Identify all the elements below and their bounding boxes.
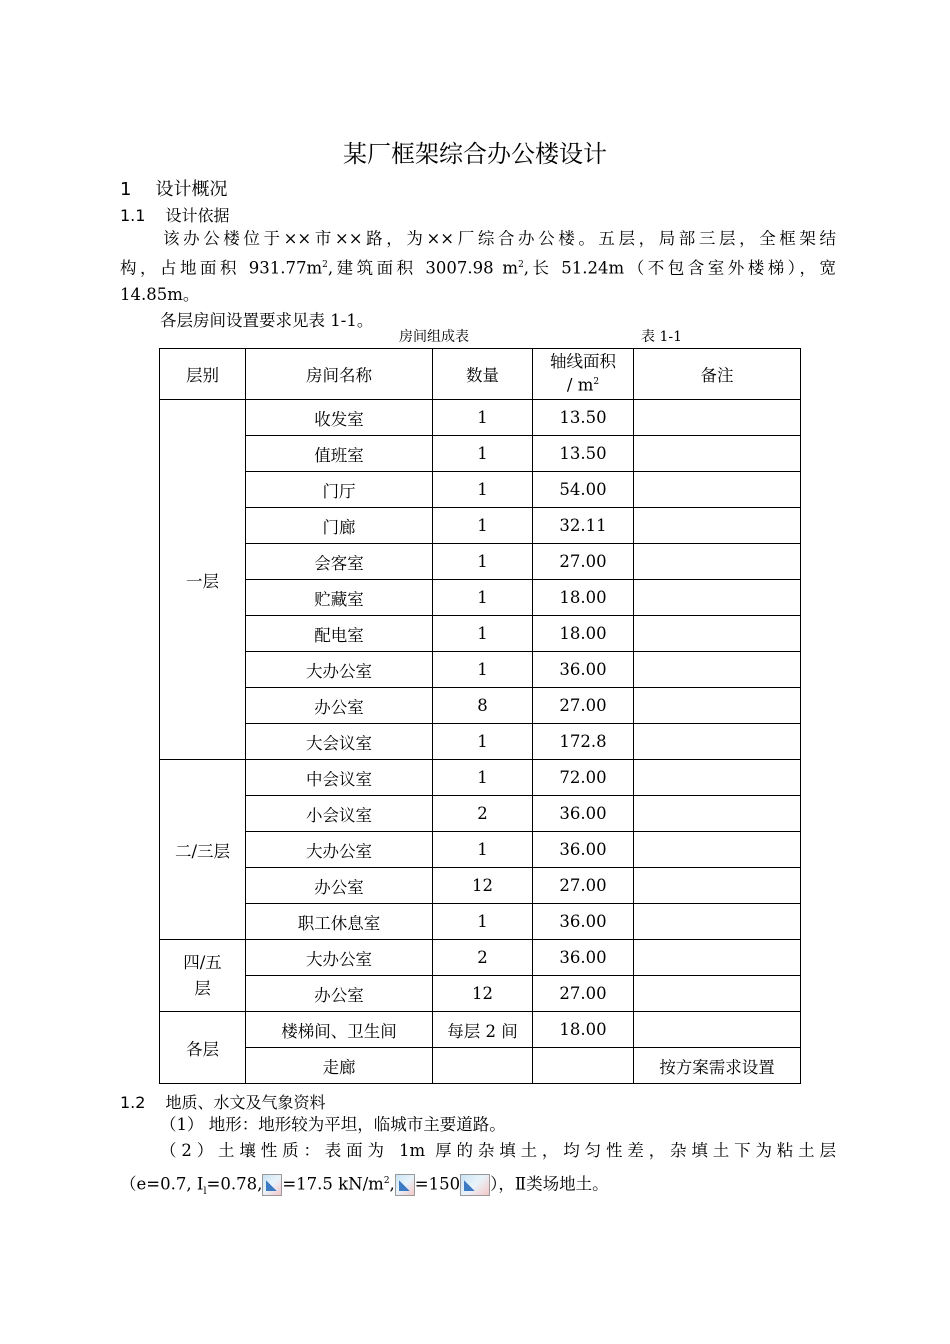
room-cell: 收发室: [246, 400, 433, 436]
table-row: [160, 1048, 801, 1084]
text-run: 构，占地面积 931.77m: [120, 258, 323, 278]
area-cell: 27.00: [533, 868, 634, 904]
table-row: [160, 688, 801, 724]
qty-cell: 1: [433, 760, 533, 796]
floor-cell: 各层: [160, 1012, 246, 1084]
qty-cell: 1: [433, 832, 533, 868]
text-run: ,建筑面积 3007.98 m: [327, 258, 519, 278]
qty-cell: 1: [433, 724, 533, 760]
table-row: [160, 400, 801, 436]
room-cell: 大办公室: [246, 940, 433, 976]
remark-cell: [634, 904, 801, 940]
paragraph-line: 该办公楼位于××市××路，为××厂综合办公楼。五层，局部三层，全框架结: [163, 229, 836, 248]
area-cell: 36.00: [533, 940, 634, 976]
area-cell: 36.00: [533, 904, 634, 940]
remark-cell: [634, 436, 801, 472]
qty-cell: 1: [433, 580, 533, 616]
design-basis-paragraph: [120, 226, 836, 334]
remark-cell: [634, 580, 801, 616]
remark-cell: 按方案需求设置: [634, 1048, 801, 1084]
room-cell: 门厅: [246, 472, 433, 508]
remark-cell: [634, 832, 801, 868]
text-run: ,: [389, 1174, 395, 1194]
section-number: 1.2: [120, 1093, 146, 1112]
section-number: 1: [120, 179, 132, 200]
paragraph-line: 各层房间设置要求见表 1-1。: [160, 310, 374, 330]
remark-cell: [634, 544, 801, 580]
area-cell: 172.8: [533, 724, 634, 760]
remark-cell: [634, 868, 801, 904]
qty-cell: 1: [433, 508, 533, 544]
room-cell: 配电室: [246, 616, 433, 652]
qty-cell: 1: [433, 400, 533, 436]
paragraph-line: （1） 地形：地形较为平坦，临城市主要道路。: [160, 1115, 506, 1134]
superscript: 2: [383, 1176, 390, 1186]
header-text: [533, 372, 633, 396]
remark-cell: [634, 760, 801, 796]
section-number: 1.1: [120, 206, 146, 225]
remark-cell: [634, 976, 801, 1012]
qty-cell: 每层 2 间: [433, 1012, 533, 1048]
area-cell: 18.00: [533, 616, 634, 652]
room-cell: 门廊: [246, 508, 433, 544]
text-run: =150: [414, 1174, 461, 1194]
room-cell: 走廊: [246, 1048, 433, 1084]
header-quantity: 数量: [433, 349, 533, 400]
table-row: [160, 544, 801, 580]
table-row: [160, 796, 801, 832]
qty-cell: 12: [433, 868, 533, 904]
table-row: [160, 868, 801, 904]
table-row: [160, 472, 801, 508]
area-cell: 36.00: [533, 652, 634, 688]
area-cell: 18.00: [533, 1012, 634, 1048]
qty-cell: 2: [433, 796, 533, 832]
geology-paragraph: [120, 1112, 836, 1209]
remark-cell: [634, 796, 801, 832]
section-1-1-heading: [120, 203, 229, 226]
room-cell: 值班室: [246, 436, 433, 472]
room-cell: 办公室: [246, 976, 433, 1012]
unit-symbol-image-icon: [460, 1174, 490, 1196]
table-header-row: [160, 349, 801, 400]
room-cell: 办公室: [246, 688, 433, 724]
room-cell: 大办公室: [246, 832, 433, 868]
room-cell: 大会议室: [246, 724, 433, 760]
table-caption: 房间组成表: [399, 329, 469, 345]
area-cell: 27.00: [533, 544, 634, 580]
text-run: （e=0.7, I: [120, 1174, 204, 1194]
table-row: [160, 724, 801, 760]
header-axis-area: [533, 349, 634, 400]
remark-cell: [634, 1012, 801, 1048]
remark-cell: [634, 688, 801, 724]
room-cell: 贮藏室: [246, 580, 433, 616]
table-row: [160, 976, 801, 1012]
area-cell: 72.00: [533, 760, 634, 796]
gamma-symbol-image-icon: [262, 1174, 282, 1196]
area-cell: 54.00: [533, 472, 634, 508]
floor-cell: 一层: [160, 400, 246, 760]
room-cell: 办公室: [246, 868, 433, 904]
room-composition-table: [159, 348, 801, 1084]
qty-cell: 2: [433, 940, 533, 976]
header-text: 轴线面积: [550, 352, 616, 372]
area-cell: 13.50: [533, 400, 634, 436]
paragraph-line: （2）土壤性质：表面为 1m 厚的杂填土，均匀性差，杂填土下为粘土层: [160, 1141, 836, 1160]
paragraph-line: [120, 1164, 836, 1209]
section-title: 设计依据: [165, 206, 230, 225]
floor-cell: [160, 940, 246, 1012]
qty-cell: 12: [433, 976, 533, 1012]
remark-cell: [634, 616, 801, 652]
room-cell: 楼梯间、卫生间: [246, 1012, 433, 1048]
table-row: [160, 904, 801, 940]
qty-cell: 1: [433, 544, 533, 580]
section-1-heading: [120, 175, 227, 201]
paragraph-line: 14.85m。: [120, 284, 200, 304]
floor-label: 四/五: [183, 952, 222, 972]
qty-cell: 8: [433, 688, 533, 724]
superscript: 2: [593, 377, 600, 388]
table-row: [160, 436, 801, 472]
section-title: 设计概况: [155, 179, 228, 200]
text-run: ），Ⅱ类场地土。: [490, 1174, 609, 1194]
table-number: 表 1-1: [641, 329, 682, 345]
room-cell: 中会议室: [246, 760, 433, 796]
superscript: 2: [322, 260, 328, 270]
room-cell: 职工休息室: [246, 904, 433, 940]
table-row: [160, 652, 801, 688]
room-cell: 小会议室: [246, 796, 433, 832]
area-cell: 27.00: [533, 976, 634, 1012]
floor-label: 层: [194, 978, 211, 998]
area-cell: 36.00: [533, 832, 634, 868]
subscript: l: [203, 1185, 207, 1197]
remark-cell: [634, 472, 801, 508]
room-cell: 大办公室: [246, 652, 433, 688]
area-cell: 32.11: [533, 508, 634, 544]
remark-cell: [634, 400, 801, 436]
table-row: [160, 508, 801, 544]
qty-cell: 1: [433, 904, 533, 940]
floor-cell: 二/三层: [160, 760, 246, 940]
area-cell: 36.00: [533, 796, 634, 832]
qty-cell: [433, 1048, 533, 1084]
header-unit: / m: [566, 375, 594, 395]
table-row: [160, 940, 801, 976]
text-run: =17.5 kN/m: [282, 1174, 384, 1194]
area-cell: 27.00: [533, 688, 634, 724]
section-title: 地质、水文及气象资料: [165, 1093, 326, 1112]
table-row: [160, 580, 801, 616]
area-cell: [533, 1048, 634, 1084]
area-cell: 13.50: [533, 436, 634, 472]
qty-cell: 1: [433, 436, 533, 472]
paragraph-line: [120, 252, 836, 282]
table-row: [160, 832, 801, 868]
header-floor: 层别: [160, 349, 246, 400]
table-row: [160, 1012, 801, 1048]
text-run: =0.78,: [206, 1174, 263, 1194]
table-row: [160, 616, 801, 652]
bearing-symbol-image-icon: [395, 1174, 415, 1196]
room-cell: 会客室: [246, 544, 433, 580]
area-cell: 18.00: [533, 580, 634, 616]
remark-cell: [634, 652, 801, 688]
header-remark: 备注: [634, 349, 801, 400]
table-row: [160, 760, 801, 796]
document-title: 某厂框架综合办公楼设计: [343, 140, 607, 168]
qty-cell: 1: [433, 616, 533, 652]
section-1-2-heading: [120, 1090, 325, 1113]
qty-cell: 1: [433, 472, 533, 508]
remark-cell: [634, 508, 801, 544]
text-run: ,长 51.24m（不包含室外楼梯），宽: [523, 258, 836, 278]
remark-cell: [634, 940, 801, 976]
remark-cell: [634, 724, 801, 760]
qty-cell: 1: [433, 652, 533, 688]
header-room-name: 房间名称: [246, 349, 433, 400]
superscript: 2: [518, 260, 524, 270]
